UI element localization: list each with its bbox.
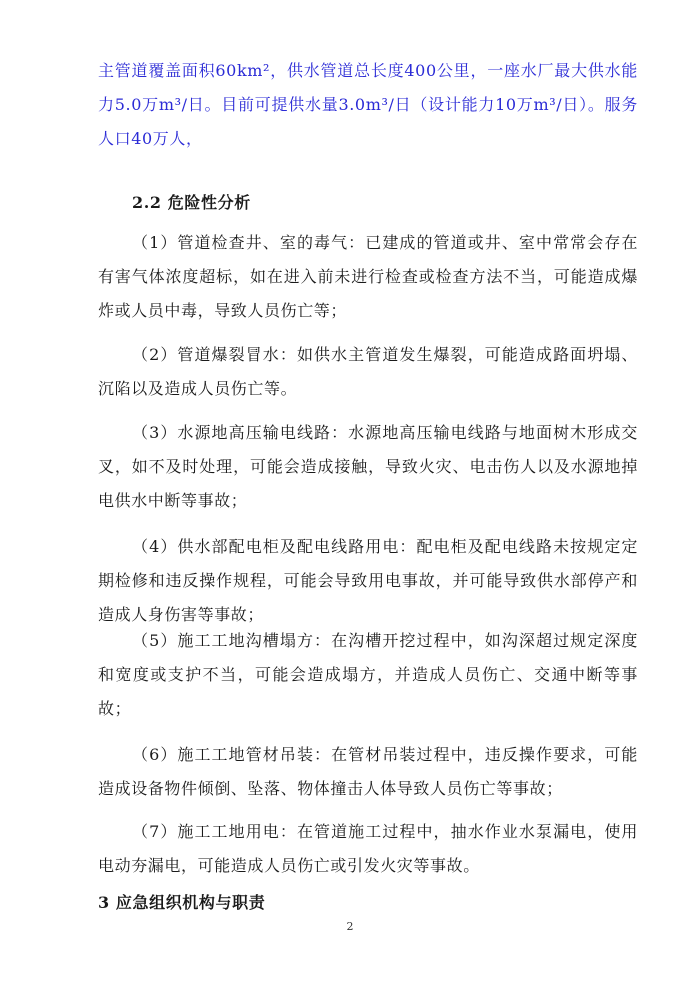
intro-paragraph: 主管道覆盖面积60km²，供水管道总长度400公里，一座水厂最大供水能力5.0万m³/日。目前可提供水量3.0m³/日（设计能力10万m³/日）。服务人口40万人， xyxy=(98,61,638,148)
section-heading-3: 3 应急组织机构与职责 xyxy=(98,893,266,912)
page-number: 2 xyxy=(346,920,354,933)
section-heading-2-2: 2.2 危险性分析 xyxy=(132,193,251,212)
hazard-item-4: （4）供水部配电柜及配电线路用电：配电柜及配电线路未按规定定期检修和违反操作规程，可能会导致用电事故，并可能导致供水部停产和造成人身伤害等事故； xyxy=(98,537,638,624)
hazard-item-1: （1）管道检查井、室的毒气：已建成的管道或井、室中常常会存在有害气体浓度超标，如在进入前未进行检查或检查方法不当，可能造成爆炸或人员中毒，导致人员伤亡等； xyxy=(98,233,638,320)
hazard-item-3: （3）水源地高压输电线路：水源地高压输电线路与地面树木形成交叉，如不及时处理，可能会造成接触，导致火灾、电击伤人以及水源地掉电供水中断等事故； xyxy=(98,423,638,510)
hazard-item-6: （6）施工工地管材吊装：在管材吊装过程中，违反操作要求，可能造成设备物件倾倒、坠落、物体撞击人体导致人员伤亡等事故； xyxy=(98,745,638,798)
hazard-item-7: （7）施工工地用电：在管道施工过程中，抽水作业水泵漏电，使用电动夯漏电，可能造成人员伤亡或引发火灾等事故。 xyxy=(98,822,638,875)
hazard-item-5: （5）施工工地沟槽塌方：在沟槽开挖过程中，如沟深超过规定深度和宽度或支护不当，可能会造成塌方，并造成人员伤亡、交通中断等事故； xyxy=(98,631,638,718)
hazard-item-2: （2）管道爆裂冒水：如供水主管道发生爆裂，可能造成路面坍塌、沉陷以及造成人员伤亡等。 xyxy=(98,345,638,398)
